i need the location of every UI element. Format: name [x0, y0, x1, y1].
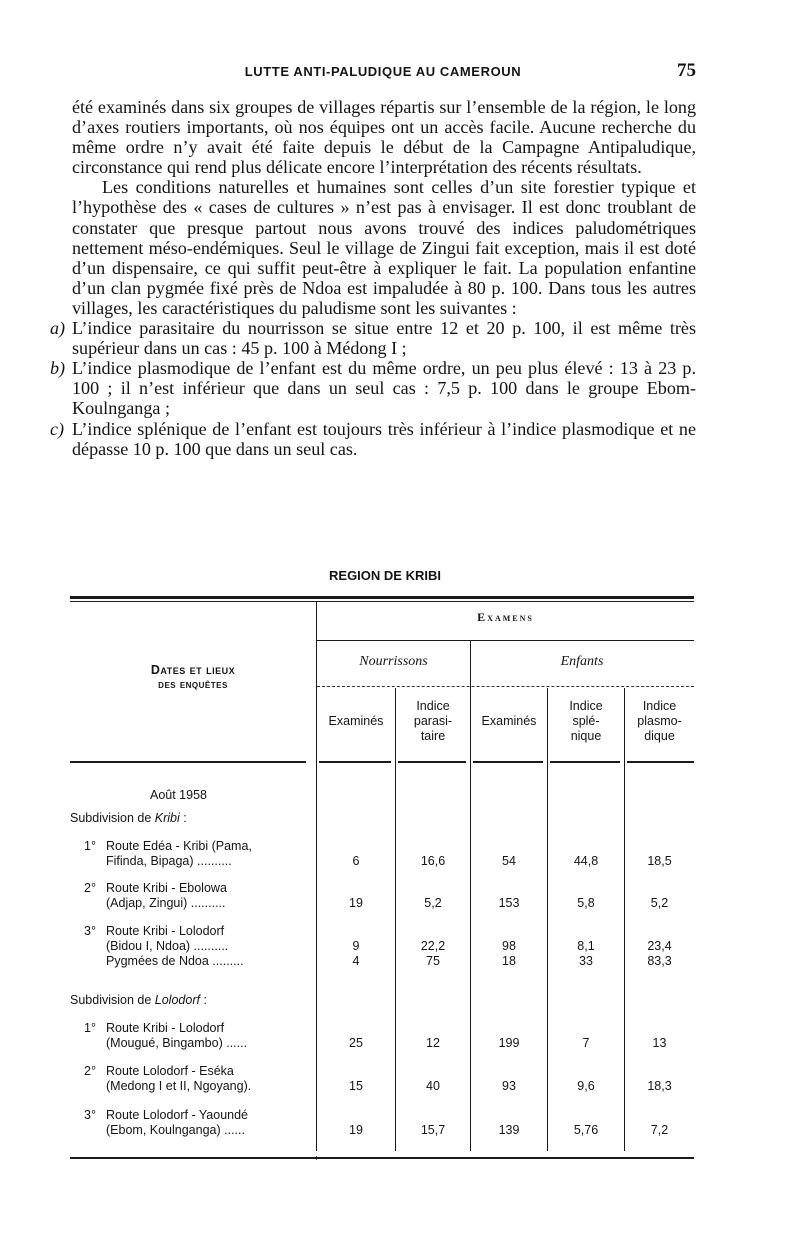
stub-header-line1: Dates et lieux — [150, 663, 236, 677]
header-nourrissons: Nourrissons — [359, 654, 428, 669]
cell-value: 44,8 — [573, 854, 599, 868]
paragraph: Les conditions naturelles et humaines sont celles d’un site forestier typique et l’hypothèse des « cases de cultures » n’est pas à envisager. Il est donc troublant de constater que presque partout nous avons trouvé des indices paludométriques nettement méso-endémiques. Seul le village de Zingui fait exception, mais il est doté d’un dispensaire, ce qui suffit peut-être à expliquer le fait. La population enfantine d’un clan pygmée fixé près de Ndoa est impaludée à 80 p. 100. Dans tous les autres villages, les caractéristiques du paludisme sont les suivantes : — [72, 177, 696, 318]
col-header-examines-2: Examinés — [481, 714, 537, 728]
cell-value: 18,5 — [647, 854, 672, 868]
rule — [70, 761, 306, 763]
list-letter: c) — [50, 418, 65, 439]
col-header-examines: Examinés — [328, 714, 384, 728]
rule — [627, 761, 694, 763]
col-header-nique: nique — [570, 729, 602, 743]
list-item — [50, 358, 696, 419]
rule — [473, 761, 543, 763]
row-number: 3° — [84, 924, 96, 938]
cell-value: 83,3 — [647, 954, 672, 968]
cell-value: 40 — [426, 1079, 440, 1093]
list-item — [50, 418, 696, 459]
header-examens: Examens — [477, 610, 534, 624]
list-item-text: L’indice parasitaire du nourrisson se situe entre 12 et 20 p. 100, il est même très supérieur dans un cas : 45 p. 100 à Médong I ; — [72, 318, 696, 359]
data-table — [70, 596, 694, 1166]
cell-value: 9 — [352, 939, 360, 953]
col-header-parasi: parasi- — [413, 714, 453, 728]
rule — [317, 640, 694, 641]
col-header-indice-3: Indice — [642, 699, 677, 713]
date-label: Août 1958 — [150, 788, 207, 802]
cell-value: 75 — [426, 954, 440, 968]
rule — [70, 601, 694, 602]
subdivision-label: Subdivision de Kribi : — [70, 811, 187, 825]
row-number: 1° — [84, 839, 96, 853]
subdivision-label: Subdivision de Lolodorf : — [70, 993, 207, 1007]
rule — [319, 761, 391, 763]
header-enfants: Enfants — [560, 654, 604, 669]
row-label: Route Edéa - Kribi (Pama, Fifinda, Bipaga) .......... — [106, 839, 252, 868]
cell-value: 12 — [426, 1036, 440, 1050]
cell-value: 199 — [498, 1036, 520, 1050]
rule — [317, 686, 694, 687]
cell-value: 93 — [502, 1079, 516, 1093]
cell-value: 6 — [352, 854, 360, 868]
list-letter: a) — [50, 318, 66, 339]
cell-value: 18 — [502, 954, 516, 968]
row-label: Pygmées de Ndoa ......... — [106, 954, 244, 968]
cell-value: 54 — [502, 854, 516, 868]
column-rule — [316, 602, 317, 1151]
cell-value: 19 — [349, 896, 363, 910]
row-number: 3° — [84, 1108, 96, 1122]
col-header-taire: taire — [420, 729, 446, 743]
cell-value: 33 — [579, 954, 593, 968]
cell-value: 139 — [498, 1123, 520, 1137]
rule — [398, 761, 466, 763]
cell-value: 13 — [652, 1036, 667, 1050]
col-header-sple: splé- — [572, 714, 600, 728]
cell-value: 9,6 — [577, 1079, 595, 1093]
cell-value: 19 — [349, 1123, 363, 1137]
cell-value: 23,4 — [647, 939, 672, 953]
rule — [70, 1157, 694, 1159]
row-number: 2° — [84, 1064, 96, 1078]
cell-value: 7,2 — [650, 1123, 669, 1137]
body-text — [50, 97, 696, 459]
cell-value: 18,3 — [647, 1079, 672, 1093]
cell-value: 15 — [349, 1079, 363, 1093]
cell-value: 5,2 — [424, 896, 442, 910]
row-label: Route Lolodorf - Eséka (Medong I et II, Ngoyang). — [106, 1064, 252, 1093]
list-item-text: L’indice plasmodique de l’enfant est du même ordre, un peu plus élevé : 13 à 23 p. 100 ; il n’est inférieur que dans un seul cas : 7,5 p. 100 dans le groupe Ebom-Koulnganga ; — [72, 358, 696, 419]
cell-value: 8,1 — [577, 939, 595, 953]
cell-value: 153 — [498, 896, 520, 910]
cell-value: 98 — [502, 939, 516, 953]
table-title: REGION DE KRIBI — [329, 568, 441, 583]
list-item-text: L’indice splénique de l’enfant est toujours très inférieur à l’indice plasmodique et ne dépasse 10 p. 100 que dans un seul cas. — [72, 418, 696, 459]
col-header-indice-2: Indice — [569, 699, 603, 713]
list-item — [50, 318, 696, 359]
cell-value: 4 — [352, 954, 360, 968]
list-letter: b) — [50, 358, 66, 379]
cell-value: 7 — [582, 1036, 590, 1050]
row-label: Route Kribi - Lolodorf (Bidou I, Ndoa) .......... — [106, 924, 229, 953]
col-header-plasmo: plasmo- — [637, 714, 682, 728]
col-header-dique: dique — [644, 729, 675, 743]
col-header-indice: Indice — [416, 699, 450, 713]
cell-value: 15,7 — [420, 1123, 446, 1137]
cell-value: 5,76 — [573, 1123, 599, 1137]
running-title: LUTTE ANTI-PALUDIQUE AU CAMEROUN — [244, 64, 522, 79]
rule — [70, 596, 694, 599]
row-number: 2° — [84, 881, 96, 895]
rule — [550, 761, 620, 763]
row-label: Route Lolodorf - Yaoundé (Ebom, Koulnganga) ...... — [106, 1108, 249, 1137]
paragraph: été examinés dans six groupes de villages répartis sur l’ensemble de la région, le long d’axes routiers importants, où nos équipes ont un accès facile. Aucune recherche du même ordre n’y avait été faite depuis le début de la Campagne Antipaludique, circonstance qui rend plus délicate encore l’interprétation des récents résultats. — [72, 97, 696, 178]
page-number: 75 — [677, 60, 696, 81]
page-header — [70, 60, 696, 84]
cell-value: 22,2 — [420, 939, 446, 953]
cell-value: 16,6 — [420, 854, 446, 868]
row-number: 1° — [84, 1021, 96, 1035]
row-label: Route Kribi - Lolodorf (Mougué, Bingambo) ...... — [106, 1021, 248, 1050]
row-label: Route Kribi - Ebolowa (Adjap, Zingui) .......... — [106, 881, 227, 910]
stub-header-line2: des enquêtes — [158, 679, 228, 691]
cell-value: 5,8 — [577, 896, 595, 910]
cell-value: 5,2 — [650, 896, 669, 910]
cell-value: 25 — [349, 1036, 363, 1050]
